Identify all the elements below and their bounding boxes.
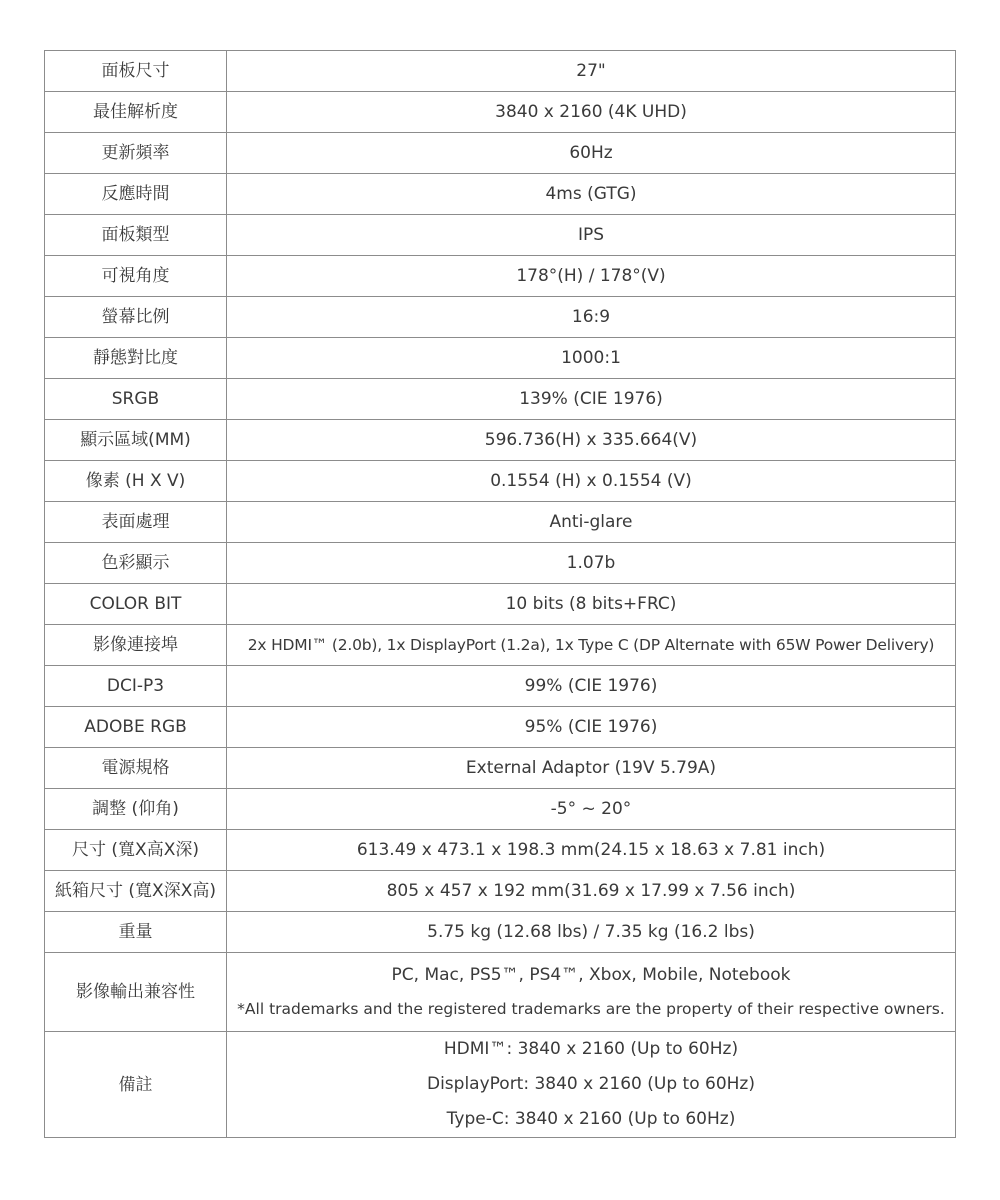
spec-label: 電源規格 [45,748,227,789]
spec-value: 16:9 [227,297,956,338]
spec-row-adobe-rgb [45,707,956,748]
spec-value: 1.07b [227,543,956,584]
spec-value: Anti-glare [227,502,956,543]
spec-row-aspect-ratio [45,297,956,338]
spec-label: DCI-P3 [45,666,227,707]
spec-value: 0.1554 (H) x 0.1554 (V) [227,461,956,502]
spec-value: 1000:1 [227,338,956,379]
spec-label: 表面處理 [45,502,227,543]
compatibility-devices: PC, Mac, PS5™, PS4™, Xbox, Mobile, Notebook [391,965,791,985]
spec-label: 面板尺寸 [45,51,227,92]
spec-row-display-area [45,420,956,461]
spec-row-surface-treatment [45,502,956,543]
spec-row-resolution [45,92,956,133]
note-line-type-c: Type-C: 3840 x 2160 (Up to 60Hz) [446,1109,736,1129]
spec-row-panel-type [45,215,956,256]
spec-row-pixel-pitch [45,461,956,502]
spec-value: 2x HDMI™ (2.0b), 1x DisplayPort (1.2a), 1x Type C (DP Alternate with 65W Power Delivery) [227,625,956,666]
spec-row-compatibility [45,953,956,1032]
spec-row-contrast-ratio [45,338,956,379]
spec-label: 面板類型 [45,215,227,256]
spec-label: 最佳解析度 [45,92,227,133]
spec-value: 4ms (GTG) [227,174,956,215]
spec-row-srgb [45,379,956,420]
spec-value [227,1032,956,1138]
spec-table [44,50,956,1138]
spec-label: 色彩顯示 [45,543,227,584]
spec-label: 可視角度 [45,256,227,297]
spec-label: SRGB [45,379,227,420]
spec-label: 螢幕比例 [45,297,227,338]
spec-value: 5.75 kg (12.68 lbs) / 7.35 kg (16.2 lbs) [227,912,956,953]
spec-row-tilt [45,789,956,830]
spec-value: IPS [227,215,956,256]
spec-row-weight [45,912,956,953]
spec-label: 備註 [45,1032,227,1138]
note-line-hdmi: HDMI™: 3840 x 2160 (Up to 60Hz) [443,1039,739,1059]
spec-row-notes [45,1032,956,1138]
spec-label: COLOR BIT [45,584,227,625]
spec-label: 紙箱尺寸 (寬X深X高) [45,871,227,912]
spec-label: 像素 (H X V) [45,461,227,502]
spec-value: 805 x 457 x 192 mm(31.69 x 17.99 x 7.56 inch) [227,871,956,912]
spec-row-dimensions [45,830,956,871]
spec-value: 10 bits (8 bits+FRC) [227,584,956,625]
spec-value: 3840 x 2160 (4K UHD) [227,92,956,133]
spec-row-dci-p3 [45,666,956,707]
spec-value: 99% (CIE 1976) [227,666,956,707]
spec-label: 更新頻率 [45,133,227,174]
trademark-note: *All trademarks and the registered trademarks are the property of their respective owners. [237,1000,945,1018]
spec-value: 178°(H) / 178°(V) [227,256,956,297]
spec-value: -5° ~ 20° [227,789,956,830]
spec-row-video-ports [45,625,956,666]
note-line-displayport: DisplayPort: 3840 x 2160 (Up to 60Hz) [426,1074,755,1094]
spec-row-power [45,748,956,789]
spec-label: 調整 (仰角) [45,789,227,830]
spec-value: 613.49 x 473.1 x 198.3 mm(24.15 x 18.63 x 7.81 inch) [227,830,956,871]
spec-row-color-bit [45,584,956,625]
spec-value: 95% (CIE 1976) [227,707,956,748]
spec-label: ADOBE RGB [45,707,227,748]
spec-row-refresh-rate [45,133,956,174]
spec-label: 重量 [45,912,227,953]
spec-value: External Adaptor (19V 5.79A) [227,748,956,789]
spec-label: 影像連接埠 [45,625,227,666]
spec-value [227,953,956,1032]
spec-value: 27" [227,51,956,92]
spec-label: 靜態對比度 [45,338,227,379]
spec-value: 596.736(H) x 335.664(V) [227,420,956,461]
spec-label: 反應時間 [45,174,227,215]
spec-row-display-colors [45,543,956,584]
spec-value: 60Hz [227,133,956,174]
spec-row-viewing-angle [45,256,956,297]
spec-label: 影像輸出兼容性 [45,953,227,1032]
spec-label: 顯示區域(MM) [45,420,227,461]
spec-row-box-dimensions [45,871,956,912]
spec-label: 尺寸 (寬X高X深) [45,830,227,871]
spec-row-response-time [45,174,956,215]
spec-row-panel-size [45,51,956,92]
spec-value: 139% (CIE 1976) [227,379,956,420]
